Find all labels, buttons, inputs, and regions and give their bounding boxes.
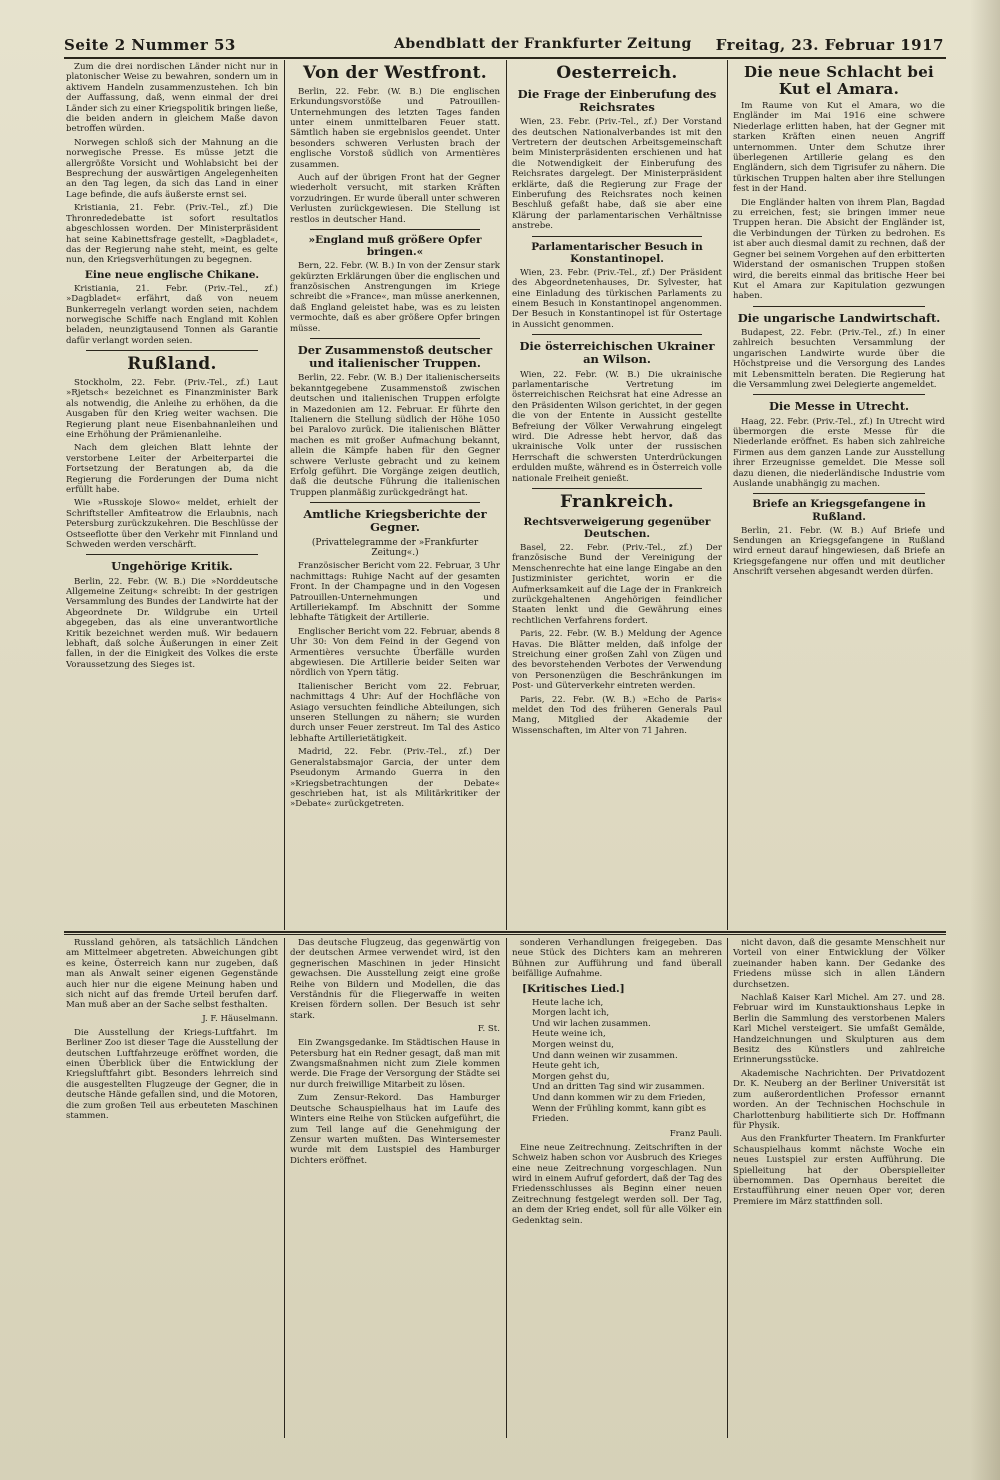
column-1 bbox=[66, 62, 278, 928]
feuilleton-text: Russland gehören, als tatsächlich Ländchen am Mittelmeer abgetreten. Abweichungen gibt es keine, Österreich kann nur zugeben, daß man als Anwalt seiner eigenen Gegenstände auch hier nur die eigene Meinung haben und sich nicht auf das fremde Urteil berufen darf. Man muß aber an der Sache selbst festhalten. bbox=[66, 938, 278, 1011]
feuilleton-text: sonderen Verhandlungen freigegeben. Das neue Stück des Dichters kam an mehreren Bühnen zur Aufführung und fand überall beifällige Aufnahme. bbox=[512, 938, 722, 980]
article-separator bbox=[753, 306, 925, 307]
article-text: Kristiania, 21. Febr. (Priv.-Tel., zf.) »Dagbladet« erfährt, daß von neuem Bunkerregeln verlangt worden seien, nachdem norwegische Schiffe nach England mit Kohlen beladen, neunzigtausend Tonnen als Garantie dafür verlangt worden seien. bbox=[66, 283, 278, 346]
masthead bbox=[64, 36, 944, 56]
headline-russia: Rußland. bbox=[127, 354, 217, 375]
article-text: Berlin, 22. Febr. (W. B.) Die englischen Erkundungsvorstöße und Patrouillen-Unternehmungen des letzten Tages fanden unter einem unmittelbaren Feuer statt. Sämtlich haben sie ergebnislos geendet. Unter besonders schweren Verlusten brach der englische Vorstoß südlich von Armentières zusammen. bbox=[290, 86, 500, 170]
headline-ukrainians-wilson: Die österreichischen Ukrainer an Wilson. bbox=[519, 339, 715, 367]
column-4 bbox=[733, 62, 945, 928]
article-separator bbox=[310, 338, 480, 339]
article-text: Norwegen schloß sich der Mahnung an die norwegische Presse. Es müsse jetzt die allergrößte Vorsicht und Wohlabsicht bei der Besprechung der auswärtigen Angelegenheiten an den Tag legen, da sich das Land in einer Lage befinde, die aufs äußerste ernst sei. bbox=[66, 137, 278, 200]
article-separator bbox=[310, 229, 480, 230]
article-text: Im Raume von Kut el Amara, wo die Engländer im Mai 1916 eine schwere Niederlage erlitten haben, hat der Gegner mit starken Kräften einen neuen Angriff unternommen. Unter dem Schutze ihrer überlegenen Artillerie gelang es den Engländern, sich dem Tigrisufer zu nähern. Die türkischen Truppen halten aber ihre Stellungen fest in der Hand. bbox=[733, 101, 945, 195]
page-edge-shadow bbox=[970, 0, 1000, 1480]
headline-kut-el-amara: Die neue Schlacht bei Kut el Amara. bbox=[743, 63, 935, 98]
article-separator bbox=[532, 334, 702, 335]
article-text: Stockholm, 22. Febr. (Priv.-Tel., zf.) Laut »Rjetsch« bezeichnet es Finanzminister Bark als notwendig, die Anleihe zu erhöhen, da die Ausgaben für den Krieg weiter wachsen. Die Regierung plant neue Eisenbahnanleihen und eine Erhöhung der Prämienanleihe. bbox=[66, 377, 278, 440]
feuilleton-rule bbox=[64, 931, 946, 933]
article-separator bbox=[310, 502, 480, 503]
poem-title: [Kritisches Lied.] bbox=[522, 982, 625, 995]
feuilleton-text: Das deutsche Flugzeug, das gegenwärtig von der deutschen Armee verwendet wird, ist den gegnerischen Maschinen in jeder Hinsicht gewachsen. Die Ausstellung zeigt eine große Reihe von Bildern und Modellen, die das Verständnis für die Fliegerwaffe in weiten Kreisen fördern sollen. Der Besuch ist sehr stark. bbox=[290, 938, 500, 1021]
article-text: Berlin, 21. Febr. (W. B.) Auf Briefe und Sendungen an Kriegsgefangene in Rußland wird erneut darauf hingewiesen, daß Briefe an Kriegsgefangene nur offen und mit deutlicher Anschrift versehen abgesandt werden dürfen. bbox=[733, 525, 945, 578]
article-separator bbox=[532, 488, 702, 489]
article-separator bbox=[86, 554, 258, 555]
feuilleton-column-4 bbox=[733, 938, 945, 1438]
masthead-rule bbox=[64, 57, 946, 59]
article-text: Zum die drei nordischen Länder nicht nur in platonischer Weise zu bewahren, sondern um in aktivem Handeln zusammenzustehen. Ich bin der Auffassung, daß, wenn einmal der drei Länder sich zu einer Kriegspolitik bringen ließe, die beiden andern in gleichem Maße davon betroffen würden. bbox=[66, 62, 278, 135]
headline-pow-letters: Briefe an Kriegsgefangene in Rußland. bbox=[752, 498, 926, 523]
feuilleton-text: nicht davon, daß die gesamte Menschheit nur Vorteil von einer Entwicklung der Völker zueinander haben kann. Der Gedanke des Friedens müsse sich in allen Ländern durchsetzen. bbox=[733, 938, 945, 990]
author-signature: J. F. Häuselmann. bbox=[202, 1013, 278, 1024]
article-text: Französischer Bericht vom 22. Februar, 3 Uhr nachmittags: Ruhige Nacht auf der gesamten Front. In der Champagne und in den Vogesen Patrouillen-Unternehmungen und Artilleriekampf. Im Abschnitt der Somme lebhafte Tätigkeit der Artillerie. bbox=[290, 561, 500, 624]
headline-visit-constantinople: Parlamentarischer Besuch in Konstantinopel. bbox=[531, 240, 703, 265]
article-text: Berlin, 22. Febr. (W. B.) Der italienischerseits bekanntgegebene Zusammenstoß zwischen deutschen und italienischen Truppen erfolgte in Mazedonien am 12. Februar. Er führte den Italienern die Stellung südlich der Höhe 1050 bei Paralovo zurück. Die italienischen Blätter machen es mit großer Aufmachung bekannt, allein die Kämpfe haben für den Gegner schwere Verluste gebracht und zu keinem Erfolg geführt. Die Vorgänge zeigen deutlich, daß die deutsche Führung die italienischen Truppen planmäßig zurückgedrängt hat. bbox=[290, 373, 500, 498]
column-rule bbox=[727, 60, 728, 930]
article-text: Basel, 22. Febr. (Priv.-Tel., zf.) Der französische Bund der Vereinigung der Menschenrechte hat eine lange Eingabe an den Justizminister gerichtet, worin er die Aufmerksamkeit auf die Lage der in Frankreich zurückgehaltenen Angehörigen feindlicher Staaten lenkt und die Gewährung eines rechtlichen Verfahrens fordert. bbox=[512, 542, 722, 626]
article-text: Die Engländer halten von ihrem Plan, Bagdad zu erreichen, fest; sie bringen immer neue Truppen heran. Die Absicht der Engländer ist, die Verbindungen der Türken zu bedrohen. Es ist aber auch diesmal damit zu rechnen, daß der Gegner bei seinem Vorgehen auf den erbitterten Widerstand der osmanischen Truppen stoßen wird, die bereits einmal das britische Heer bei Kut el Amara zur Kapitulation gezwungen haben. bbox=[733, 197, 945, 302]
feuilleton-text: Zum Zensur-Rekord. Das Hamburger Deutsche Schauspielhaus hat im Laufe des Winters eine Reihe von Stücken aufgeführt, die zum Teil lange auf die Genehmigung der Zensur warten mußten. Das Wintersemester wurde mit dem Lustspiel des Hamburger Dichters eröffnet. bbox=[290, 1093, 500, 1166]
article-separator bbox=[753, 394, 925, 395]
article-text: Wien, 23. Febr. (Priv.-Tel., zf.) Der Vorstand des deutschen Nationalverbandes ist mit den Vertretern der deutschen Arbeitsgemeinschaft beim Ministerpräsidenten erschienen und hat die Notwendigkeit der Einberufung des Reichsrates dargelegt. Der Ministerpräsident erklärte, daß die Regierung zur Frage der Einberufung des Reichsrates noch keinen Beschluß gefaßt habe, daß sie aber eine Klärung der parlamentarischen Verhältnisse anstrebe. bbox=[512, 117, 722, 232]
headline-enemy-reports: Amtliche Kriegsberichte der Gegner. bbox=[303, 507, 487, 535]
feuilleton-column-3 bbox=[512, 938, 722, 1438]
headline-english-chicane: Eine neue englische Chikane. bbox=[84, 268, 260, 281]
article-separator bbox=[86, 350, 258, 351]
article-text: Paris, 22. Febr. (W. B.) »Echo de Paris« meldet den Tod des früheren Generals Paul Mang, Mitglied der Akademie der Wissenschaften, im Alter von 71 Jahren. bbox=[512, 694, 722, 736]
poem-body: Heute lache ich, Morgen lacht ich, Und wir lachen zusammen. Heute weine ich, Morgen weinst du, Und dann weinen wir zusammen. Heute geht ich, Morgen gehst du, Und an dritten Tag sind wir zusammen. Und dann kommen wir zu dem Frieden, Wenn der Frühling kommt, kann gibt es Frieden. bbox=[532, 997, 707, 1125]
issue-date: Freitag, 23. Februar 1917 bbox=[715, 36, 944, 54]
feuilleton-text: Nachlaß Kaiser Karl Michel. Am 27. und 28. Februar wird im Kunstauktionshaus Lepke in Berlin die Sammlung des verstorbenen Malers Karl Michel versteigert. Sie umfaßt Gemälde, Handzeichnungen und Skulpturen aus dem Besitz des Künstlers und zahlreiche Erinnerungsstücke. bbox=[733, 993, 945, 1066]
column-2 bbox=[290, 62, 500, 928]
article-text: Bern, 22. Febr. (W. B.) In von der Zensur stark gekürzten Erklärungen über die englischen und französischen Anstrengungen im Kriege schreibt die »France«, man müsse anerkennen, daß England geleistet habe, was es zu leisten vermochte, daß es aber größere Opfer bringen müsse. bbox=[290, 261, 500, 334]
feuilleton-column-1 bbox=[66, 938, 278, 1438]
feuilleton-rule bbox=[64, 934, 946, 935]
subheadline-private-telegrams: (Privattelegramme der »Frankfurter Zeitung«.) bbox=[311, 537, 479, 559]
headline-improper-criticism: Ungehörige Kritik. bbox=[111, 559, 233, 574]
article-text: Englischer Bericht vom 22. Februar, abends 8 Uhr 30: Von dem Feind in der Gegend von Armentières versuchte Überfälle wurden abgewiesen. Die Artillerie beider Seiten war nördlich von Ypern tätig. bbox=[290, 626, 500, 679]
feuilleton-column-2 bbox=[290, 938, 500, 1438]
article-text: Haag, 22. Febr. (Priv.-Tel., zf.) In Utrecht wird übermorgen die erste Messe für die Niederlande eröffnet. Es haben sich zahlreiche Firmen aus dem ganzen Lande zur Ausstellung ihrer Erzeugnisse gemeldet. Die Messe soll dazu dienen, die niederländische Industrie vom Auslande unabhängig zu machen. bbox=[733, 416, 945, 490]
column-rule bbox=[727, 938, 728, 1438]
article-text: Berlin, 22. Febr. (W. B.) Die »Norddeutsche Allgemeine Zeitung« schreibt: In der gestrigen Versammlung des Bundes der Landwirte hat der Abgeordnete Dr. Wildgrube ein Urteil abgegeben, das als eine unverantwortliche Kritik bezeichnet werden muß. Wir bedauern lebhaft, daß solche Äußerungen in einer Zeit fallen, in der die Einigkeit des Volkes die erste Voraussetzung des Sieges ist. bbox=[66, 576, 278, 670]
headline-reichsrat: Die Frage der Einberufung des Reichsrates bbox=[517, 86, 717, 114]
article-separator bbox=[532, 236, 702, 237]
article-text: Madrid, 22. Febr. (Priv.-Tel., zf.) Der Generalstabsmajor Garcia, der unter dem Pseudonym Armando Guerra in den »Kriegsbetrachtungen der Debate« geschrieben hat, ist als Militärkritiker der »Debate« zurückgetreten. bbox=[290, 747, 500, 810]
headline-england-sacrifices: »England muß größere Opfer bringen.« bbox=[308, 233, 482, 259]
column-3 bbox=[512, 62, 722, 928]
column-rule bbox=[284, 938, 285, 1438]
article-text: Italienischer Bericht vom 22. Februar, nachmittags 4 Uhr: Auf der Hochfläche von Asiago versuchten feindliche Abteilungen, sich unseren Stellungen zu nähern; sie wurden durch unser Feuer zerstreut. Im Tal des Astico lebhafte Artillerietätigkeit. bbox=[290, 681, 500, 744]
article-text: Paris, 22. Febr. (W. B.) Meldung der Agence Havas. Die Blätter melden, daß infolge der Streichung einer großen Zahl von Zügen und des bevorstehenden Verbotes der Verwendung von Personenzügen die Beschränkungen im Post- und Güterverkehr eintreten werden. bbox=[512, 629, 722, 692]
column-rule bbox=[506, 60, 507, 930]
article-text: Kristiania, 21. Febr. (Priv.-Tel., zf.) Die Thronrededebatte ist sofort resultatlos abgeschlossen worden. Der Ministerpräsident hat seine Kabinettsfrage gestellt, »Dagbladet«, das der Regierung nahe steht, meint, es gelte nun, den Kriegsverhütungen zu begegnen. bbox=[66, 203, 278, 266]
feuilleton-text: Aus den Frankfurter Theatern. Im Frankfurter Schauspielhaus kommt nächste Woche ein neues Lustspiel zur ersten Aufführung. Die Spielleitung hat der Oberspielleiter übernommen. Das Opernhaus bereitet die Erstaufführung einer neuen Oper vor, deren Premiere im März stattfinden soll. bbox=[733, 1134, 945, 1207]
article-separator bbox=[753, 493, 925, 494]
headline-western-front: Von der Westfront. bbox=[303, 63, 487, 83]
author-signature: F. St. bbox=[477, 1024, 500, 1035]
feuilleton-text: Die Ausstellung der Kriegs-Luftfahrt. Im Berliner Zoo ist dieser Tage die Ausstellung der deutschen Luftfahrzeuge eröffnet worden, die einen Überblick über die Entwicklung der Kriegsluftfahrt gibt. Besonders lehrreich sind die ausgestellten Flugzeuge der Gegner, die in deutsche Hände gefallen sind, und die Motoren, die zum großen Teil aus erbeuteten Maschinen stammen. bbox=[66, 1027, 278, 1122]
headline-hungarian-agriculture: Die ungarische Landwirtschaft. bbox=[737, 310, 941, 325]
feuilleton-text: Eine neue Zeitrechnung. Zeitschriften in der Schweiz haben schon vor Ausbruch des Krieges eine neue Zeitrechnung vorgeschlagen. Nun wird in einem Aufruf gefordert, daß der Tag des Friedensschlusses als Beginn einer neuen Zeitrechnung festgelegt werden soll. Der Tag, an dem der Krieg endet, soll für alle Völker ein Gedenktag sein. bbox=[512, 1142, 722, 1226]
article-text: Wie »Russkoje Slowo« meldet, erhielt der Schriftsteller Amfiteatrow die Erlaubnis, nach Petersburg zurückzukehren. Die Beschlüsse der Ostseeflotte über den Verkehr mit Finnland und Schweden werden verschärft. bbox=[66, 498, 278, 550]
article-text: Wien, 23. Febr. (Priv.-Tel., zf.) Der Präsident des Abgeordnetenhauses, Dr. Sylvester, hat eine Einladung des türkischen Parlaments zu einem Besuch in Konstantinopel angenommen. Der Besuch in Konstantinopel ist für Ostertage in Aussicht genommen. bbox=[512, 267, 722, 330]
headline-denial-of-justice: Rechtsverweigerung gegenüber Deutschen. bbox=[523, 515, 711, 540]
feuilleton-text: Ein Zwangsgedanke. Im Städtischen Hause in Petersburg hat ein Redner gesagt, daß man mit Zwangsmaßnahmen nicht zum Ziele kommen werde. Die Frage der Versorgung der Städte sei nur durch freiwillige Mitarbeit zu lösen. bbox=[290, 1038, 500, 1090]
headline-utrecht-fair: Die Messe in Utrecht. bbox=[768, 399, 910, 414]
feuilleton-text: Akademische Nachrichten. Der Privatdozent Dr. K. Neuberg an der Berliner Universität ist zum außerordentlichen Professor ernannt worden. An der Technischen Hochschule in Charlottenburg habilitierte sich Dr. Hoffmann für Physik. bbox=[733, 1068, 945, 1131]
headline-france: Frankreich. bbox=[559, 492, 675, 513]
headline-austria: Oesterreich. bbox=[556, 63, 678, 83]
article-text: Nach dem gleichen Blatt lehnte der verstorbene Leiter der Arbeiterpartei die Fortsetzung der Beratungen ab, da die Regierung die Forderungen der Duma nicht erfüllt habe. bbox=[66, 443, 278, 495]
poem-author: Franz Pauli. bbox=[669, 1128, 722, 1139]
article-text: Budapest, 22. Febr. (Priv.-Tel., zf.) In einer zahlreich besuchten Versammlung der ungarischen Landwirte wurde über die Höchstpreise und die Versorgung des Landes mit Lebensmitteln beraten. Die Regierung hat die Versammlung zwei Delegierte angemeldet. bbox=[733, 327, 945, 390]
headline-clash: Der Zusammenstoß deutscher und italienischer Truppen. bbox=[297, 342, 493, 371]
article-text: Auch auf der übrigen Front hat der Gegner wiederholt versucht, mit starken Kräften vorzudringen. Er wurde überall unter schweren Verlusten zurückgewiesen. Die Stellung ist restlos in deutscher Hand. bbox=[290, 172, 500, 225]
article-text: Wien, 22. Febr. (W. B.) Die ukrainische parlamentarische Vertretung im österreichischen Reichsrat hat eine Adresse an den Präsidenten Wilson gerichtet, in der gegen die von der Entente in Aussicht gestellte Befreiung der Völker Verwahrung eingelegt wird. Die Adresse hebt hervor, daß das ukrainische Volk unter der russischen Herrschaft die schwersten Unterdrückungen erdulden mußte, während es in Österreich volle nationale Freiheit genießt. bbox=[512, 369, 722, 484]
column-rule bbox=[284, 60, 285, 930]
page-number: Seite 2 Nummer 53 bbox=[64, 36, 236, 54]
column-rule bbox=[506, 938, 507, 1438]
newspaper-title: Abendblatt der Frankfurter Zeitung bbox=[394, 36, 692, 52]
